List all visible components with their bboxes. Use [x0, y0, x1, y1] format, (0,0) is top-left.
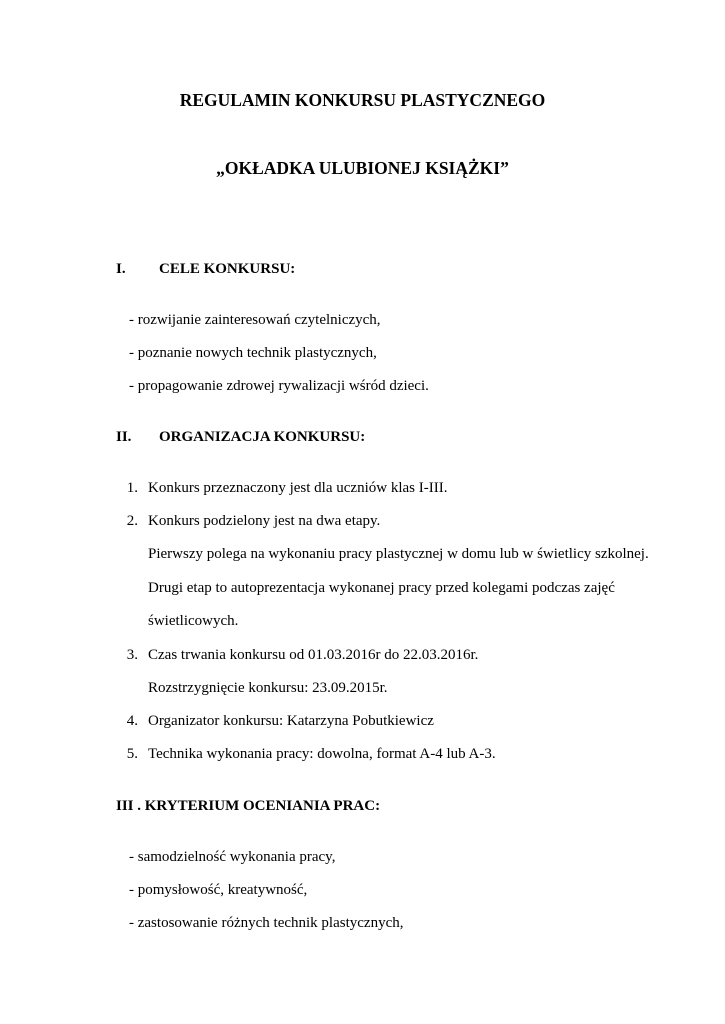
- section-2-heading: ORGANIZACJA KONKURSU:: [159, 429, 366, 445]
- document-title: REGULAMIN KONKURSU PLASTYCZNEGO: [179, 90, 546, 110]
- list-item-text: Drugi etap to autoprezentacja wykonanej pracy przed kolegami podczas zajęć: [148, 580, 615, 596]
- list-item-text: świetlicowych.: [148, 613, 239, 629]
- section-2-number: II.: [116, 429, 132, 445]
- section-3-bullet: - pomysłowość, kreatywność,: [129, 882, 308, 898]
- list-item-text: Pierwszy polega na wykonaniu pracy plastycznej w domu lub w świetlicy szkolnej.: [148, 546, 649, 562]
- list-item-text: Technika wykonania pracy: dowolna, format A-4 lub A-3.: [148, 746, 496, 762]
- section-1-bullet: - rozwijanie zainteresowań czytelniczych,: [129, 312, 381, 328]
- list-item-text: Rozstrzygnięcie konkursu: 23.09.2015r.: [148, 680, 388, 696]
- section-1-number: I.: [116, 261, 126, 277]
- list-item-text: Organizator konkursu: Katarzyna Pobutkiewicz: [148, 713, 434, 729]
- section-1-bullet: - propagowanie zdrowej rywalizacji wśród dzieci.: [129, 378, 429, 394]
- section-1-heading: CELE KONKURSU:: [159, 261, 296, 277]
- section-3-heading: III . KRYTERIUM OCENIANIA PRAC:: [116, 798, 381, 814]
- list-item-text: Konkurs przeznaczony jest dla uczniów klas I-III.: [148, 480, 448, 496]
- section-3-bullet: - samodzielność wykonania pracy,: [129, 849, 336, 865]
- list-item-number: 2.: [126, 513, 138, 529]
- section-1-bullet: - poznanie nowych technik plastycznych,: [129, 345, 377, 361]
- competition-name: „OKŁADKA ULUBIONEJ KSIĄŻKI”: [216, 158, 509, 178]
- section-3-bullet: - zastosowanie różnych technik plastycznych,: [129, 915, 404, 931]
- list-item-text: Konkurs podzielony jest na dwa etapy.: [148, 513, 381, 529]
- list-item-number: 3.: [126, 647, 138, 663]
- list-item-number: 4.: [126, 713, 138, 729]
- list-item-text: Czas trwania konkursu od 01.03.2016r do 22.03.2016r.: [148, 647, 479, 663]
- list-item-number: 5.: [126, 746, 138, 762]
- list-item-number: 1.: [126, 480, 138, 496]
